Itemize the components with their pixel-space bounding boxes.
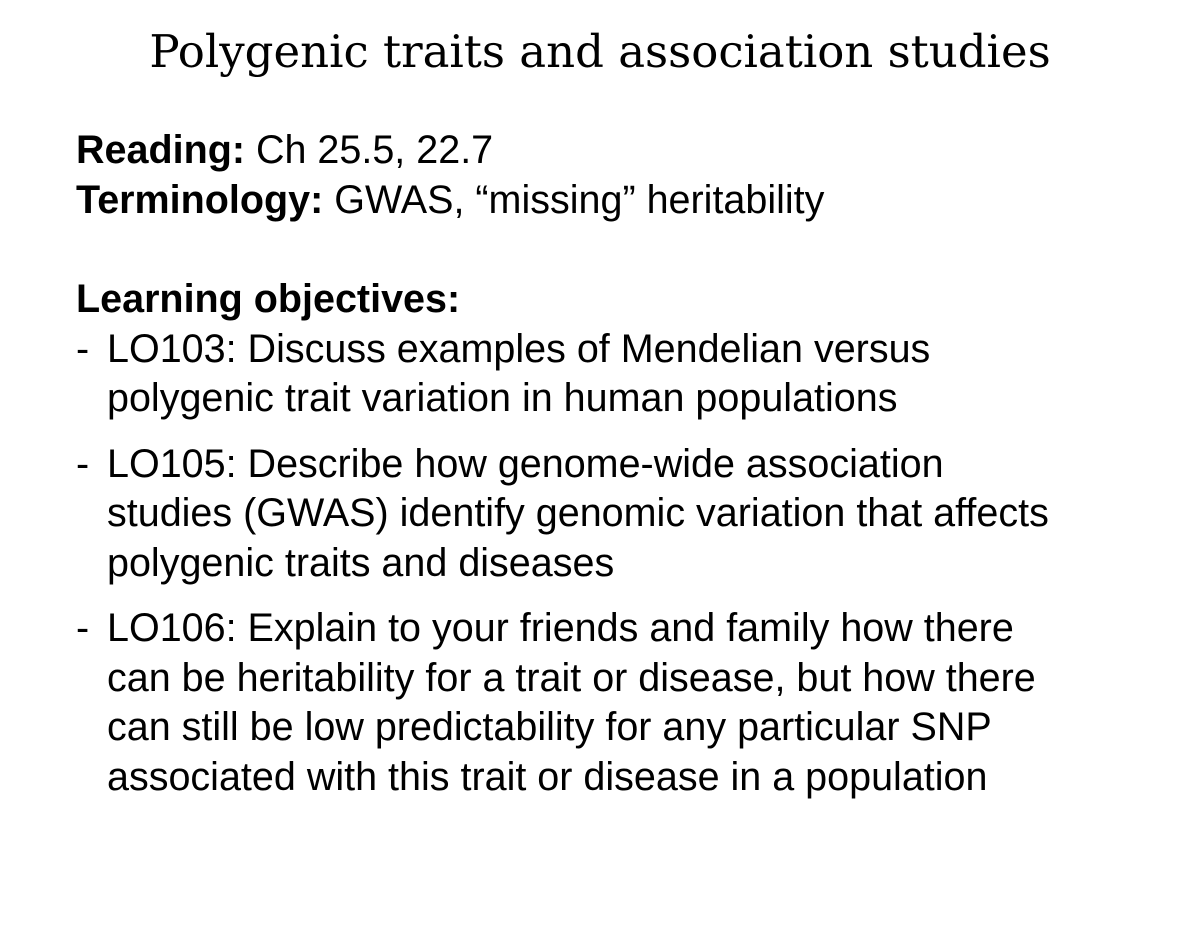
- objective-line: associated with this trait or disease in a population: [107, 754, 988, 799]
- objective-line: can still be low predictability for any particular SNP: [107, 705, 992, 749]
- terminology-label: Terminology:: [76, 177, 324, 222]
- list-item: [76, 440, 1176, 589]
- slide-body: [76, 126, 1176, 818]
- terminology-value: GWAS, “missing” heritability: [323, 177, 825, 222]
- terminology-line: [76, 176, 1176, 226]
- bullet-dash: -: [76, 326, 90, 371]
- objective-line: polygenic traits and diseases: [107, 540, 615, 585]
- reading-value: Ch 25.5, 22.7: [244, 128, 494, 172]
- bullet-dash: -: [76, 606, 90, 650]
- list-item: [76, 604, 1176, 802]
- objective-line: LO106: Explain to your friends and family how there: [107, 606, 1014, 650]
- objectives-list: [76, 325, 1176, 803]
- objective-line: studies (GWAS) identify genomic variation that affects: [107, 491, 1049, 535]
- slide-title: Polygenic traits and association studies: [149, 25, 1051, 78]
- spacer: [76, 225, 1176, 275]
- objective-line: LO105: Describe how genome-wide association: [107, 441, 944, 486]
- bullet-dash: -: [76, 441, 90, 486]
- objective-line: polygenic trait variation in human populations: [107, 376, 898, 420]
- objective-line: can be heritability for a trait or disease, but how there: [107, 655, 1036, 700]
- objectives-heading: Learning objectives:: [76, 277, 461, 321]
- reading-line: [76, 126, 1176, 176]
- objective-line: LO103: Discuss examples of Mendelian versus: [107, 326, 931, 371]
- reading-label: Reading:: [76, 128, 245, 172]
- list-item: [76, 325, 1176, 424]
